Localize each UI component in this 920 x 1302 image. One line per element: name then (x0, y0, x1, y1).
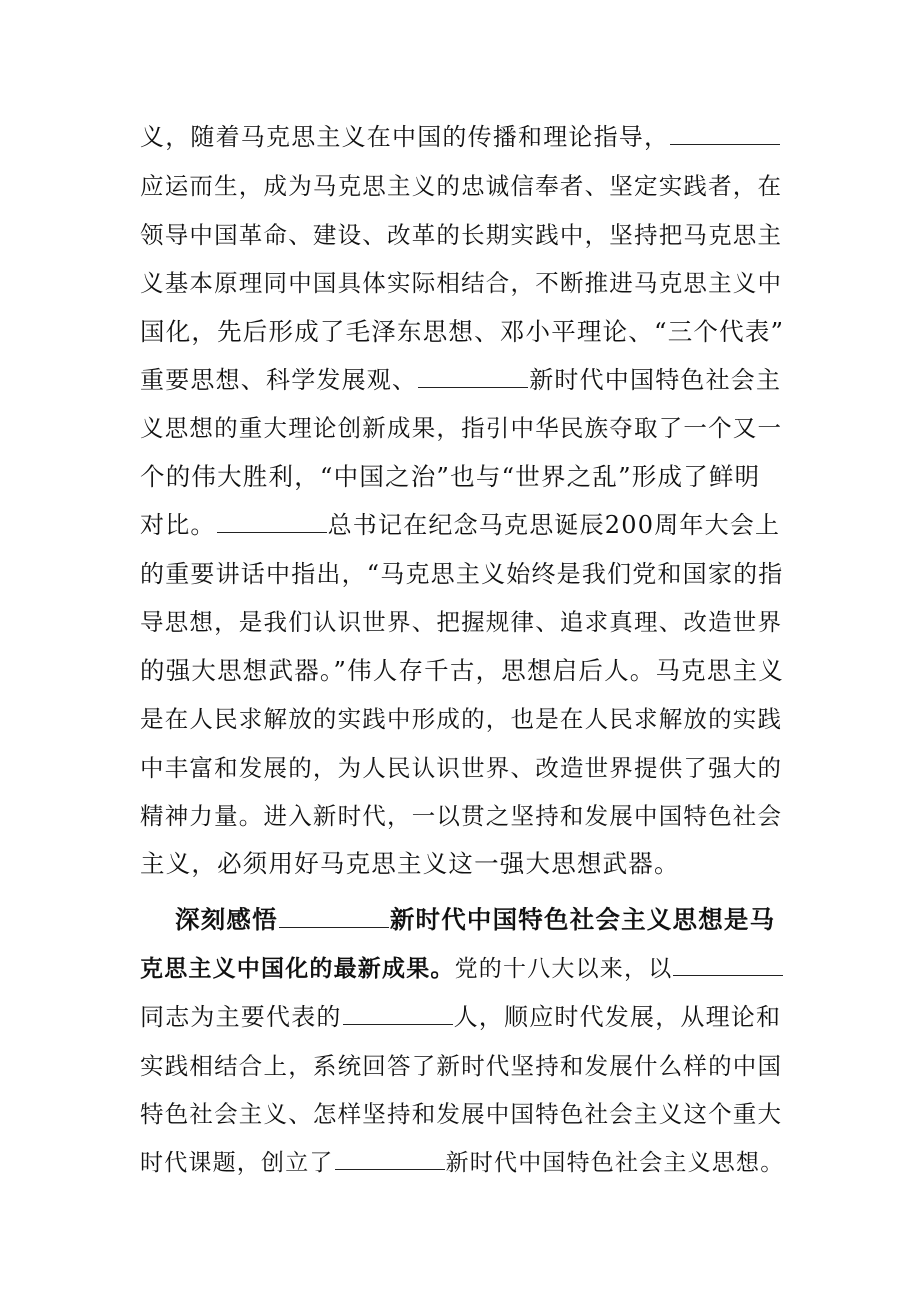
para2-line-2 (140, 952, 790, 986)
text-segment: 同志为主要代表的 (140, 1003, 342, 1031)
text-line-15 (140, 799, 790, 833)
fill-blank (217, 510, 327, 533)
text-segment: 重要思想、科学发展观、 (140, 366, 418, 394)
para2-line-3 (140, 1000, 790, 1034)
text-segment: 人，顺应时代发展，从理论和 (453, 1003, 782, 1031)
para2-line-6 (140, 1146, 790, 1180)
text-segment: 新时代中国特色社会主 (529, 366, 782, 394)
bold-segment: 深刻感悟 (175, 905, 278, 934)
bold-segment: 克思主义中国化的最新成果。 (140, 955, 455, 982)
text-line-12 (140, 654, 790, 688)
fill-blank (418, 365, 528, 388)
text-line-10 (140, 557, 790, 591)
text-segment: 党的十八大以来，以 (454, 956, 673, 982)
fill-blank (670, 122, 780, 145)
text-segment: 中丰富和发展的，为人民认识世界、改造世界提供了强大的 (140, 754, 783, 782)
text-segment: 义基本原理同中国具体实际相结合，不断推进马克思主义中 (140, 269, 783, 297)
fill-blank (335, 1147, 445, 1170)
text-segment: 的重要讲话中指出，“马克思主义始终是我们党和国家的指 (140, 560, 784, 588)
text-segment: 特色社会主义、怎样坚持和发展中国特色社会主义这个重大 (140, 1100, 783, 1128)
text-line-11 (140, 605, 790, 639)
text-line-3 (140, 218, 790, 252)
text-line-2 (140, 169, 790, 203)
text-segment: 新时代中国特色社会主义思想。 (445, 1150, 785, 1176)
text-segment: 实践相结合上，系统回答了新时代坚持和发展什么样的中国 (140, 1052, 783, 1080)
text-segment: 是在人民求解放的实践中形成的，也是在人民求解放的实践 (140, 705, 783, 733)
text-line-4 (140, 266, 790, 300)
text-segment: 总书记在纪念马克思诞辰200周年大会上 (327, 511, 781, 539)
text-segment: 个的伟大胜利，“中国之治”也与“世界之乱”形成了鲜明 (140, 462, 761, 491)
text-line-6 (140, 363, 790, 397)
fill-blank (673, 953, 783, 976)
fill-blank (343, 1002, 453, 1025)
para2-line-1 (175, 903, 790, 937)
fill-blank (279, 905, 389, 928)
text-segment: 领导中国革命、建设、改革的长期实践中，坚持把马克思主 (140, 221, 783, 249)
text-segment: 应运而生，成为马克思主义的忠诚信奉者、坚定实践者，在 (140, 172, 783, 200)
text-segment: 精神力量。进入新时代，一以贯之坚持和发展中国特色社会 (140, 802, 783, 830)
text-line-13 (140, 702, 790, 736)
text-line-7 (140, 411, 790, 445)
text-line-1 (140, 120, 790, 154)
text-segment: 的强大思想武器。”伟人存千古，思想启后人。马克思主义 (140, 656, 784, 685)
para2-line-5 (140, 1097, 790, 1131)
text-line-9 (140, 508, 790, 542)
text-segment: 对比。 (140, 511, 216, 539)
text-segment: 时代课题，创立了 (140, 1150, 334, 1176)
text-segment: 主义，必须用好马克思主义这一强大思想武器。 (140, 849, 680, 878)
text-segment: 义思想的重大理论创新成果，指引中华民族夺取了一个又一 (140, 414, 783, 442)
text-segment: 导思想，是我们认识世界、把握规律、追求真理、改造世界 (140, 608, 783, 636)
text-line-14 (140, 751, 790, 785)
text-segment: 国化，先后形成了毛泽东思想、邓小平理论、“三个代表” (140, 317, 785, 346)
bold-segment: 新时代中国特色社会主义思想是马 (389, 905, 776, 934)
text-segment: 义，随着马克思主义在中国的传播和理论指导， (140, 123, 670, 151)
text-line-16 (140, 847, 790, 881)
para2-line-4 (140, 1049, 790, 1083)
text-line-5 (140, 315, 790, 349)
text-line-8 (140, 460, 790, 494)
